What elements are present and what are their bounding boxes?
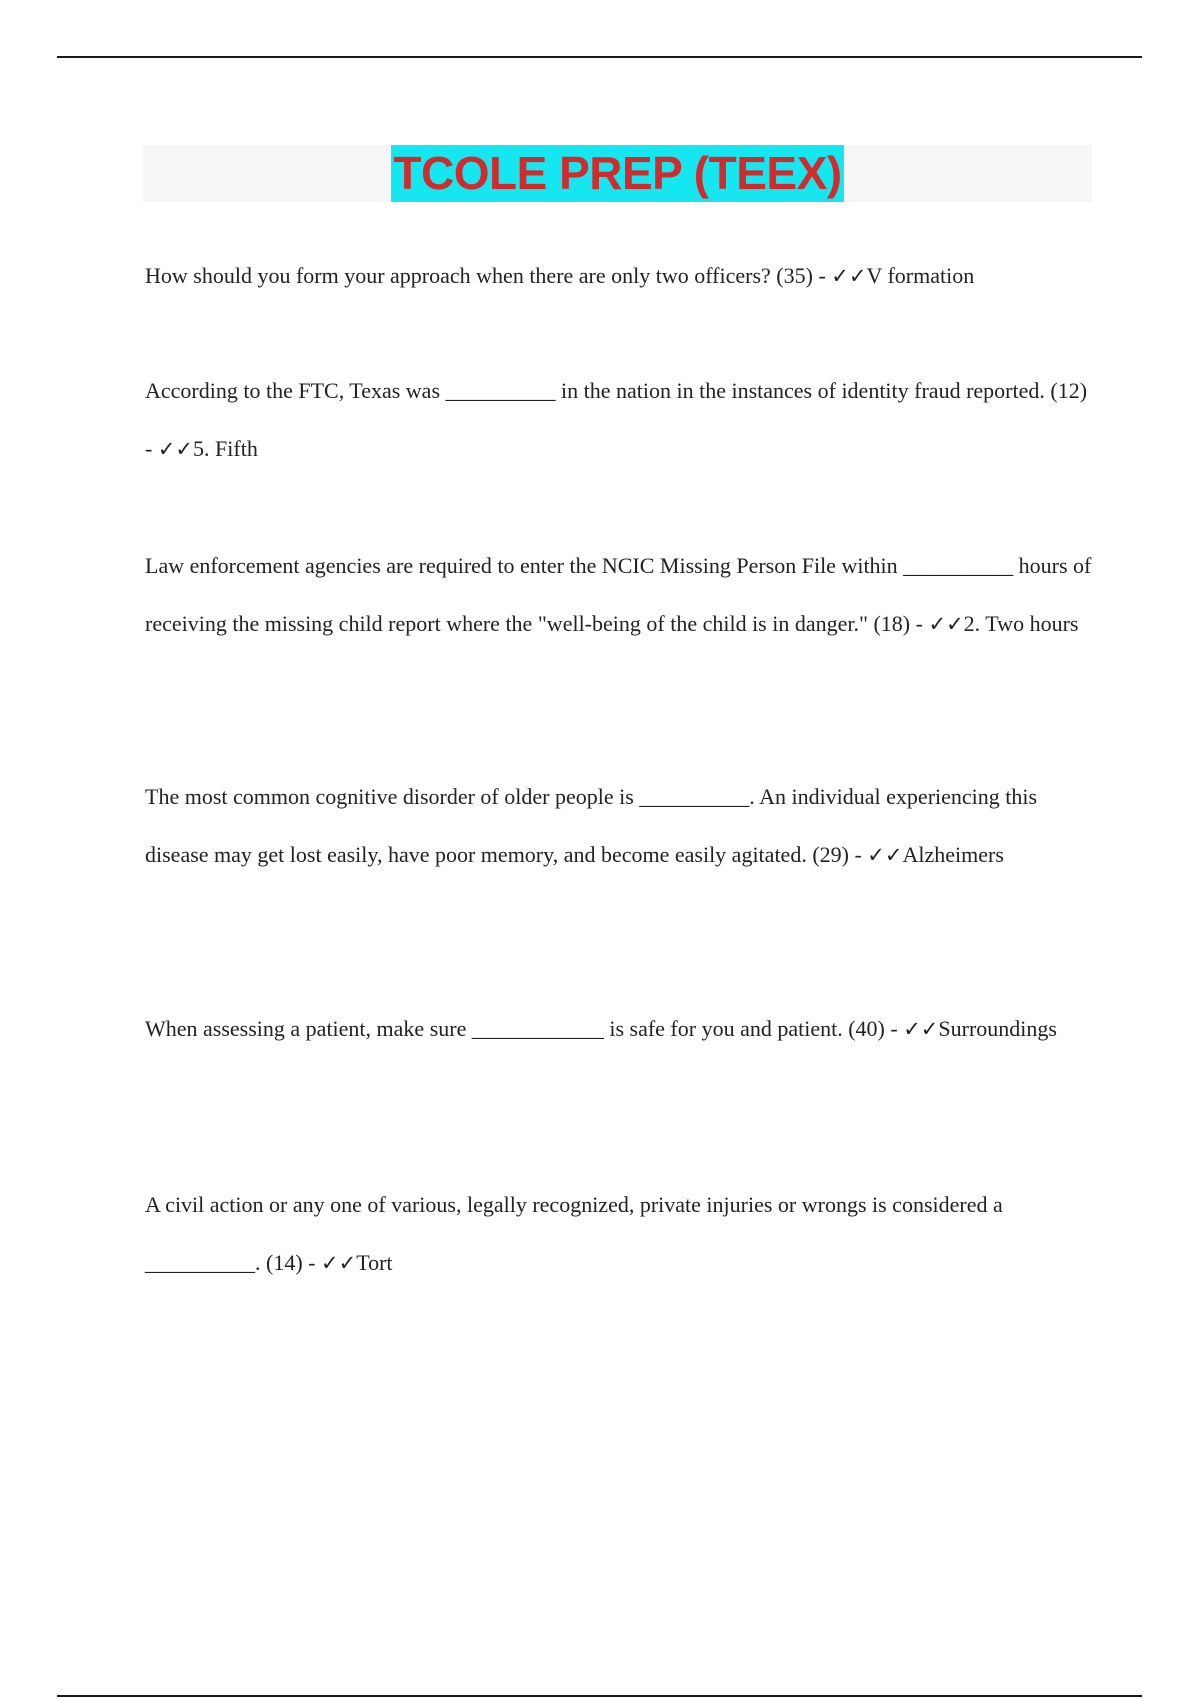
qa-item [145, 768, 1095, 884]
answer-text: Surroundings [938, 1016, 1057, 1041]
question-text: When assessing a patient, make sure ____________ is safe for you and patient. (40) - [145, 1016, 904, 1041]
checkmark-icon: ✓✓ [928, 611, 964, 636]
title-band [143, 145, 1092, 202]
question-text: Law enforcement agencies are required to enter the NCIC Missing Person File within __________ hours of receiving the missing child report where the "well-being of the child is in danger." (18) - [145, 553, 1092, 636]
answer-text: V formation [866, 263, 975, 288]
checkmark-icon: ✓✓ [903, 1017, 939, 1041]
checkmark-icon: ✓✓ [320, 1250, 357, 1275]
qa-item [145, 247, 1095, 306]
checkmark-icon: ✓✓ [867, 842, 903, 867]
question-text: How should you form your approach when there are only two officers? (35) - [145, 263, 832, 288]
qa-item [145, 362, 1095, 478]
question-text: A civil action or any one of various, legally recognized, private injuries or wrongs is considered a __________. (14) - [145, 1192, 1003, 1275]
checkmark-icon: ✓✓ [831, 264, 867, 288]
answer-text: Alzheimers [902, 841, 1004, 867]
checkmark-icon: ✓✓ [157, 436, 194, 461]
question-text: The most common cognitive disorder of older people is __________. An individual experiencing this disease may get lost easily, have poor memory, and become easily agitated. (29) - [145, 784, 1038, 867]
header-rule [57, 56, 1142, 58]
footer-rule [57, 1695, 1142, 1697]
qa-item [145, 1000, 1095, 1059]
answer-text: 2. Two hours [963, 610, 1079, 636]
question-text: According to the FTC, Texas was __________ in the nation in the instances of identity fraud reported. (12) - [145, 378, 1088, 461]
answer-text: Tort [356, 1249, 393, 1275]
answer-text: 5. Fifth [193, 435, 258, 461]
qa-item [145, 1176, 1095, 1292]
document-title: TCOLE PREP (TEEX) [391, 145, 843, 202]
qa-item [145, 537, 1095, 653]
